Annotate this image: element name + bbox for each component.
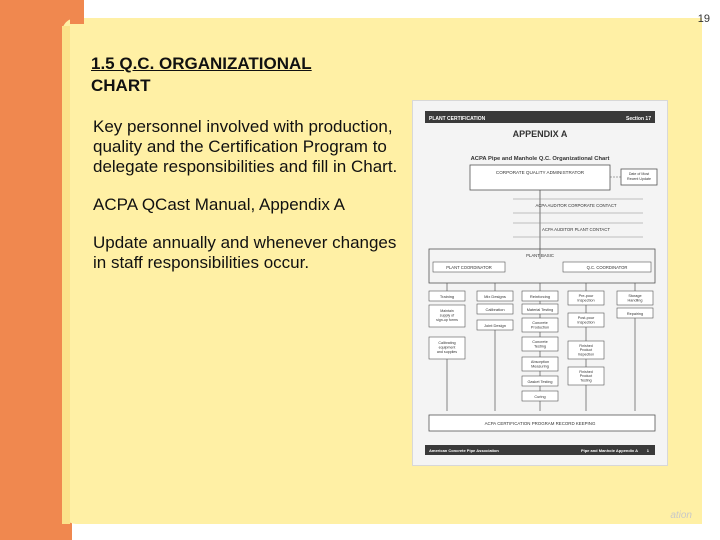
col4-item: Post-pour Inspection	[577, 316, 595, 325]
slide-title	[91, 53, 381, 97]
col4-item: Pre-pour Inspection	[577, 294, 595, 303]
chart-title: ACPA Pipe and Manhole Q.C. Organizational Chart	[470, 156, 610, 162]
col3-item: Curing	[534, 395, 546, 399]
col1-item: Calibrating equipment and supplies	[436, 341, 458, 354]
org-chart-image	[413, 101, 667, 465]
update-date-label: Date of Most Recent Update	[627, 172, 651, 181]
chart-footer-page: 1	[646, 448, 649, 453]
col4-item: Finished Product Inspection	[577, 344, 595, 357]
col2-item: Mix Designs	[484, 294, 506, 299]
col3-item: Reinforcing	[529, 294, 551, 299]
plant-basic-label: PLANT BASIC	[526, 253, 554, 258]
col3-item: Absorption Measuring	[530, 360, 550, 369]
col5-item: Repairing	[626, 312, 644, 316]
chart-header-left: PLANT CERTIFICATION	[429, 116, 486, 122]
chart-appendix-label: APPENDIX A	[512, 129, 568, 139]
qc-coordinator-label: Q.C. COORDINATOR	[586, 265, 628, 270]
col2-item: Calibration	[485, 307, 505, 312]
chart-footer-left: American Concrete Pipe Association	[429, 448, 499, 453]
footer-text-fragment: ation	[670, 510, 692, 521]
plant-contact-label: ACPA AUDITOR PLANT CONTACT	[542, 227, 610, 232]
bullet-item: ACPA QCast Manual, Appendix A	[93, 195, 345, 214]
top-orange-tab	[70, 0, 84, 24]
corporate-contact-label: ACPA AUDITOR CORPORATE CONTACT	[535, 203, 617, 208]
corporate-qa-label: CORPORATE QUALITY ADMINISTRATOR	[495, 170, 585, 175]
col1-item: Maintain supply of sign-up forms	[436, 309, 458, 322]
col3-item: Gasket Testing	[527, 380, 553, 384]
slide-number: 19	[697, 13, 710, 25]
chart-footer-right: Pipe and Manhole Appendix A	[580, 448, 638, 453]
panel-edge-stripe	[62, 26, 70, 524]
col5-item: Storage Handling	[627, 294, 643, 303]
plant-coordinator-label: PLANT COORDINATOR	[446, 265, 492, 270]
record-keeping-label: ACPA CERTIFICATION PROGRAM RECORD KEEPING	[484, 421, 596, 426]
col4-item: Finished Product Testing	[579, 370, 593, 383]
slide-title-line-2: CHART	[91, 76, 151, 95]
col1-item: Training	[439, 294, 455, 299]
slide-title-line-1: 1.5 Q.C. ORGANIZATIONAL	[91, 54, 312, 73]
col3-item: Concrete Testing	[532, 340, 548, 349]
col3-item: Material Testing	[526, 308, 554, 312]
corporate-qa-box	[470, 165, 610, 190]
col2-item: Joint Design	[483, 323, 507, 328]
col3-item: Concrete Production	[530, 321, 550, 330]
chart-header-right: Section 17	[625, 116, 651, 122]
bullet-item: Key personnel involved with production, quality and the Certification Program to delegate responsibilities and fill in Chart.	[93, 117, 398, 176]
org-chart-figure	[413, 101, 667, 465]
bullet-item: Update annually and whenever changes in staff responsibilities occur.	[93, 233, 397, 272]
bullet-list	[93, 117, 403, 291]
